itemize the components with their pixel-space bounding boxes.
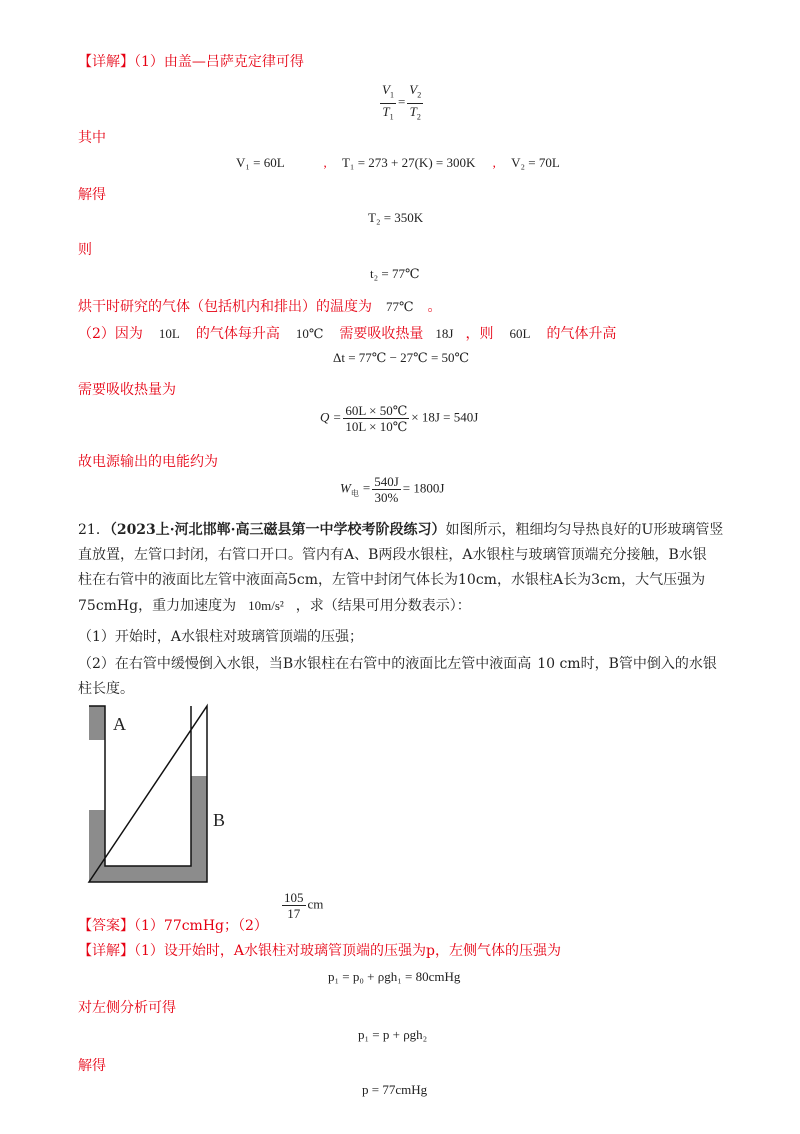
right-mercury-b [191,776,207,866]
label-a: A [113,714,126,734]
detail2-bracket: 【详解】 [78,943,134,959]
sub-question-1: （1）开始时，A水银柱对玻璃管顶端的压强； [78,629,364,645]
left-air-column [89,740,105,810]
tube-outline [89,706,207,882]
equation-p1-balance: p₁ = p + ρgh₂ [358,1027,428,1042]
answer-line: 【答案】（1）77cmHg；（2） [78,918,268,934]
question-number: 21． [78,522,110,538]
equation-p: p = 77cmHg [362,1082,428,1097]
equation-electric-w: $W_电$ = $\frac{540J}{30\%}$ = 1800J [340,474,445,505]
question-source: （2023上·河北邯郸·高三磁县第一中学校考阶段练习） [109,522,446,538]
equation-delta-t: Δt = 77℃ − 27℃ = 50℃ [333,350,470,365]
equation-gay-lussac: $\frac{V_1}{T_1}$ = $\frac{V_2}{T_2}$ [382,82,422,122]
detail-intro: （1）由盖—吕萨克定律可得 [134,54,304,70]
label-electric-energy: 故电源输出的电能约为 [78,454,218,470]
equation-p1: p₁ = p₀ + ρgh₁ = 80cmHg [328,969,461,984]
drying-temperature-line: 烘干时研究的气体（包括机内和排出）的温度为 77℃ 。 [78,299,442,315]
detail-bracket: 【详解】 [78,54,134,70]
equation-heat-q: Q = $\frac{60L \times 50℃}{10L \times 10℃}$ × 18J = 540J [320,403,479,434]
label-jiede-2: 解得 [78,1058,106,1074]
u-tube-figure [85,700,245,890]
left-mercury-a [89,706,105,740]
equation-t2: T₂ = 350K [368,210,424,225]
detail2-line-1: 【详解】（1）设开始时，A水银柱对玻璃管顶端的压强为p，左侧气体的压强为 [78,943,561,959]
label-jiede-1: 解得 [78,187,106,203]
part2-line: （2）因为 10L 的气体每升高 10℃ 需要吸收热量 18J ，则 60L 的气体升高 [78,326,617,342]
question-21: 21．（2023上·河北邯郸·高三磁县第一中学校考阶段练习）如图所示，粗细均匀导热良好的U形玻璃管竖 直放置，左管口封闭，右管口开口。管内有A、B两段水银柱，A水银柱与玻璃管顶端充分接触，B水银 柱在右管中的液面比左管中液面高5cm，左管中封闭气体长为10cm，水银柱A长为3cm，大气压强为 75cmHg，重力加速度为 10m/s² ，求（结果可用分数表示）： [78,522,724,614]
given-values: V₁ = 60L , T₁ = 273 + 27(K) = 300K , V₂ = 70L [236,155,560,170]
answer-bracket: 【答案】 [78,918,134,934]
label-qizhong: 其中 [78,130,106,146]
label-need-heat: 需要吸收热量为 [78,382,176,398]
detail-line-1 [78,52,304,72]
label-ze: 则 [78,242,92,258]
label-b: B [213,810,226,830]
sub-question-2: （2）在右管中缓慢倒入水银，当B水银柱在右管中的液面比左管中液面高 10 cm时，B管中倒入的水银 柱长度。 [78,656,717,697]
label-left-analysis: 对左侧分析可得 [78,1000,176,1016]
equation-t2-celsius: t₂ = 77℃ [370,266,420,281]
answer-fraction: $\frac{105}{17}$ cm [284,890,324,921]
bottom-mercury [89,810,207,882]
